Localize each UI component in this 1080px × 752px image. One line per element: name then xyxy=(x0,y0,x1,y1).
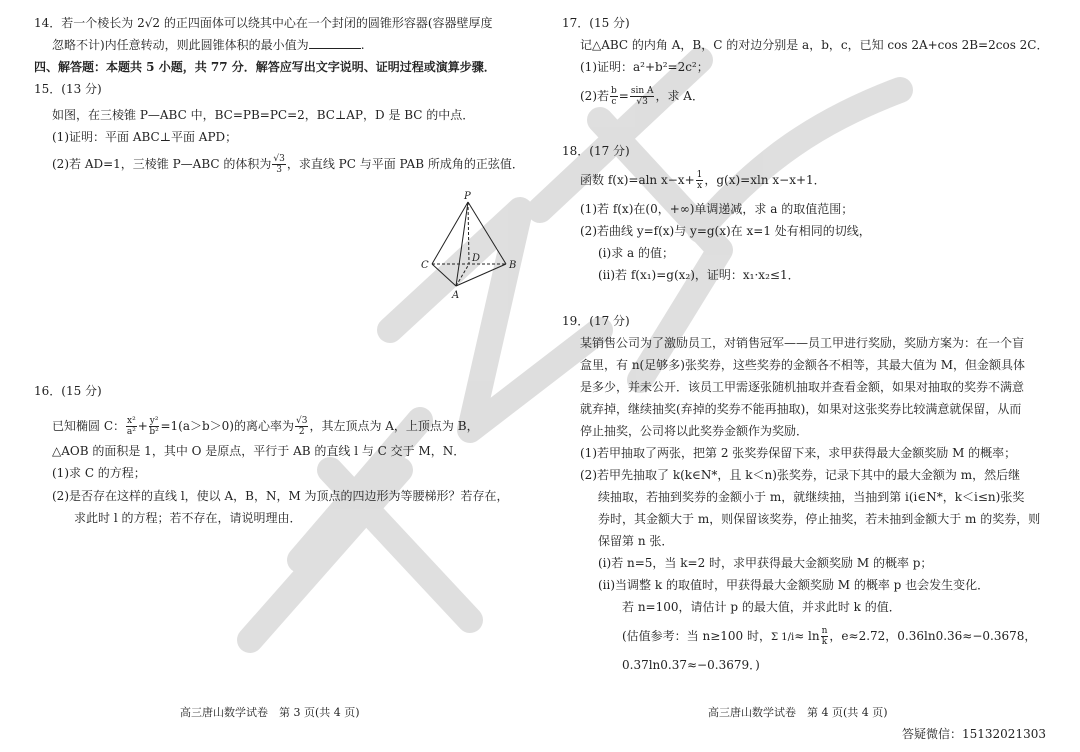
q19-part2-line1: (2)若甲先抽取了 k(k∈N*，且 k＜n)张奖券，记录下其中的最大金额为 m，然后继 xyxy=(580,468,1021,482)
q16-stem-2: △AOB 的面积是 1，其中 O 是原点，平行于 AB 的直线 l 与 C 交于 M，N． xyxy=(52,444,466,458)
q19-line3: 是多少，并未公开．该员工甲需逐张随机抽取并查看金额，如果对抽取的奖券不满意 xyxy=(580,380,1025,394)
q19-part2-i: (ⅰ)若 n=5，当 k=2 时，求甲获得最大金额奖励 M 的概率 p； xyxy=(598,556,933,570)
frac-den: b² xyxy=(149,427,159,437)
footer-page-4: 高三唐山数学试卷 第 4 页(共 4 页) xyxy=(708,706,888,719)
frac-num: sin A xyxy=(630,86,654,96)
q16-part1: (1)求 C 的方程； xyxy=(52,466,146,480)
q19-heading: 19．(17 分) xyxy=(562,314,630,328)
q18-part2-i: (ⅰ)求 a 的值； xyxy=(598,246,674,260)
q16-part2-line2: 求此时 l 的方程；若不存在，请说明理由． xyxy=(74,511,302,525)
b-over-c xyxy=(610,86,618,107)
q19-reference-1 xyxy=(622,626,1036,647)
q16-part2-line1: (2)是否存在这样的直线 l，使以 A，B，N，M 为顶点的四边形为等腰梯形？若存在， xyxy=(52,489,509,503)
q18-text-b: ，g(x)=xln x−x+1． xyxy=(704,173,826,187)
frac-num: n xyxy=(821,626,828,636)
q17-part2 xyxy=(580,86,704,107)
q19-part2-line2: 续抽取，若抽到奖券的金额小于 m，就继续抽，当抽到第 i(i∈N*，k＜i≤n)张奖 xyxy=(598,490,1025,504)
frac-den: k xyxy=(821,637,828,647)
q19-line5: 停止抽奖，公司将以此奖券金额作为奖励． xyxy=(580,424,809,438)
q19-part2-ii: (ⅱ)当调整 k 的取值时，甲获得最大金额奖励 M 的概率 p 也会发生变化． xyxy=(598,578,990,592)
q18-part2: (2)若曲线 y=f(x)与 y=g(x)在 x=1 处有相同的切线， xyxy=(580,224,871,238)
q19-line2: 盒里，有 n(足够多)张奖券，这些奖券的金额各不相等，其最大值为 M，但金额具体 xyxy=(580,358,1026,372)
label-D: D xyxy=(472,253,481,264)
q16-heading: 16．(15 分) xyxy=(34,384,102,398)
q15-part2 xyxy=(52,154,524,175)
q15-heading: 15．(13 分) xyxy=(34,82,102,96)
q17-text-b: ，求 A． xyxy=(655,89,704,103)
frac-den: a² xyxy=(126,427,136,437)
q14-text: 忽略不计)内任意转动，则此圆锥体积的最小值为 xyxy=(52,38,309,52)
frac-den: √3 xyxy=(636,97,648,107)
frac-den: x xyxy=(696,181,703,191)
summation: Σ 1/i xyxy=(771,632,795,643)
one-over-x xyxy=(696,170,704,191)
contact-wechat: 答疑微信：15132021303 xyxy=(902,727,1046,741)
q15-stem: 如图，在三棱锥 P—ABC 中，BC=PB=PC=2，BC⊥AP，D 是 BC 的中点． xyxy=(52,108,475,122)
q16-text-b: =1(a＞b＞0)的离心率为 xyxy=(160,419,294,433)
label-P: P xyxy=(464,191,471,202)
q19-part2-line4: 保留第 n 张． xyxy=(598,534,674,548)
ref-text-a: (估值参考：当 n≥100 时， xyxy=(622,629,771,643)
q14-line1: 14．若一个棱长为 2√2 的正四面体可以绕其中心在一个封闭的圆锥形容器(容器壁厚度 xyxy=(34,16,493,30)
q19-part2-iii: 若 n=100，请估计 p 的最大值，并求此时 k 的值． xyxy=(622,600,901,614)
frac-num: √3 xyxy=(295,416,308,426)
frac-num: 1 xyxy=(696,170,703,180)
tetrahedron-figure xyxy=(420,190,530,308)
q19-part2-line3: 券时，其金额大于 m，则保留该奖券，停止抽奖，若未抽到金额大于 m 的奖券，则 xyxy=(598,512,1041,526)
n-over-k xyxy=(821,626,829,647)
q18-part1: (1)若 f(x)在(0，+∞)单调递减，求 a 的取值范围； xyxy=(580,202,854,216)
q14-period: . xyxy=(360,38,365,52)
section-4-heading: 四、解答题：本题共 5 小题，共 77 分．解答应写出文字说明、证明过程或演算步骤． xyxy=(34,60,496,74)
q15-volume-fraction xyxy=(272,154,285,175)
q19-line4: 就弃掉，继续抽奖(弃掉的奖券不能再抽取)，如果对这张奖券比较满意就保留，从而 xyxy=(580,402,1022,416)
frac-den: 3 xyxy=(276,165,282,175)
q19-reference-2: 0.37ln0.37≈−0.3679．) xyxy=(622,658,760,672)
q15-part2-b: ，求直线 PC 与平面 PAB 所成角的正弦值． xyxy=(286,157,524,171)
q17-part1: (1)证明：a²+b²=2c²； xyxy=(580,60,709,74)
q16-text-c: ，其左顶点为 A，上顶点为 B， xyxy=(309,419,479,433)
q18-part2-ii: (ⅱ)若 f(x₁)=g(x₂)，证明：x₁·x₂≤1． xyxy=(598,268,800,282)
label-B: B xyxy=(509,260,517,271)
frac-num: b xyxy=(611,86,617,96)
q18-text-a: 函数 f(x)=aln x−x+ xyxy=(580,173,695,187)
frac-den: 2 xyxy=(298,427,305,437)
q19-part1: (1)若甲抽取了两张，把第 2 张奖券保留下来，求甲获得最大金额奖励 M 的概率； xyxy=(580,446,1017,460)
q18-stem xyxy=(580,170,826,191)
y2-over-b2 xyxy=(149,416,160,437)
frac-den: c xyxy=(611,97,617,107)
q14-answer-blank xyxy=(309,36,361,49)
q15-part1: (1)证明：平面 ABC⊥平面 APD； xyxy=(52,130,238,144)
q19-line1: 某销售公司为了激励员工，对销售冠军——员工甲进行奖励，奖励方案为：在一个盲 xyxy=(580,336,1025,350)
q17-heading: 17．(15 分) xyxy=(562,16,630,30)
ref-text-b: ≈ ln xyxy=(794,629,820,643)
frac-num: y² xyxy=(149,416,159,426)
q16-stem-1: 已知椭圆 C： $\frac{\text{x²}}{\text{a²}}$ + $\frac{\text{y²}}{\text{b²}}$ =1(a＞b＞0)的离心率为 $\frac{√3}{2}$ ，其左顶点为 A，上顶点为 B， xyxy=(52,416,479,437)
sinA-over-sqrt3 xyxy=(630,86,655,107)
q14-line2 xyxy=(52,36,365,54)
q17-equals: = xyxy=(618,89,629,103)
q17-stem: 记△ABC 的内角 A，B，C 的对边分别是 a，b，c，已知 cos 2A+cos 2B=2cos 2C． xyxy=(580,38,1049,52)
footer-page-3: 高三唐山数学试卷 第 3 页(共 4 页) xyxy=(180,706,360,719)
x2-over-a2 xyxy=(126,416,137,437)
eccentricity-fraction xyxy=(295,416,308,437)
q18-heading: 18．(17 分) xyxy=(562,144,630,158)
frac-num: √3 xyxy=(273,154,285,164)
ref-text-c: ，e≈2.72，0.36ln0.36≈−0.3678， xyxy=(829,629,1037,643)
frac-num: x² xyxy=(127,416,136,426)
label-A: A xyxy=(452,290,460,301)
q16-text-a: 已知椭圆 C： xyxy=(52,419,125,433)
q17-text-a: (2)若 xyxy=(580,89,609,103)
label-C: C xyxy=(421,260,429,271)
q15-part2-a: (2)若 AD=1，三棱锥 P—ABC 的体积为 xyxy=(52,157,272,171)
